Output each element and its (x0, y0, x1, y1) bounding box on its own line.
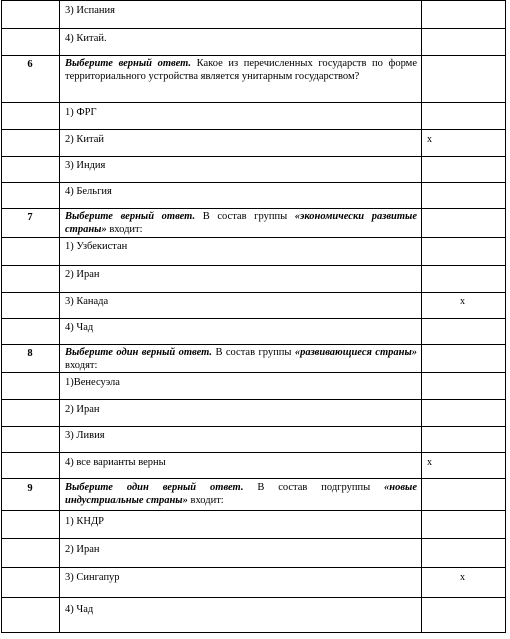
answer-option: 4) Бельгия (65, 186, 112, 197)
row-divider (1, 129, 506, 130)
answer-option: 4) Чад (65, 604, 94, 615)
answer-option: 3) Сингапур (65, 572, 120, 583)
answer-option: 4) все варианты верны (65, 457, 166, 468)
answer-option: 1)Венесуэла (65, 377, 120, 388)
column-divider (421, 0, 422, 632)
row-divider (1, 55, 506, 56)
row-divider (1, 597, 506, 598)
row-divider (1, 478, 506, 479)
answer-option: 3) Ливия (65, 430, 105, 441)
question-number: 9 (27, 483, 33, 494)
row-divider (1, 102, 506, 103)
row-divider (1, 156, 506, 157)
row-divider (1, 567, 506, 568)
row-divider (1, 452, 506, 453)
question-quote: «развивающиеся страны» (294, 347, 418, 358)
question-quote: «новые индустриальные страны» (65, 482, 417, 506)
question-lead: Выберите верный ответ. (65, 58, 192, 69)
answer-mark: х (427, 457, 432, 468)
answer-mark: х (427, 134, 432, 145)
answer-option: 1) КНДР (65, 516, 104, 527)
question-text (65, 211, 417, 236)
answer-option: 3) Индия (65, 160, 106, 171)
column-divider (59, 0, 60, 632)
row-divider (1, 208, 506, 209)
table-border (1, 632, 506, 633)
answer-mark: х (460, 296, 465, 307)
question-lead: Выберите один верный ответ. (65, 347, 213, 358)
answer-mark: х (460, 572, 465, 583)
row-divider (1, 344, 506, 345)
row-divider (1, 318, 506, 319)
question-number: 6 (27, 59, 33, 70)
row-divider (1, 538, 506, 539)
answer-option: 2) Китай (65, 134, 104, 145)
row-divider (1, 28, 506, 29)
row-divider (1, 372, 506, 373)
table-border (505, 0, 506, 632)
question-body: входят: (65, 359, 98, 371)
answer-option: 1) Узбекистан (65, 241, 128, 252)
question-number: 7 (27, 212, 33, 223)
answer-option: 2) Иран (65, 544, 100, 555)
answer-option: 4) Китай. (65, 33, 107, 44)
answer-option: 3) Испания (65, 5, 115, 16)
question-lead: Выберите верный ответ. (65, 211, 196, 222)
row-divider (1, 292, 506, 293)
question-body: Какое из перечисленных государств по форме территориального устройства является унитарным государством? (65, 58, 417, 82)
question-text (65, 58, 417, 83)
question-lead: Выберите один верный ответ. (65, 482, 244, 493)
table-border (1, 0, 506, 1)
table-border (1, 0, 2, 632)
answer-option: 3) Канада (65, 296, 109, 307)
answer-option: 1) ФРГ (65, 107, 97, 118)
row-divider (1, 182, 506, 183)
answer-option: 2) Иран (65, 404, 100, 415)
question-body: входит: (187, 494, 224, 506)
row-divider (1, 426, 506, 427)
question-body: входит: (106, 223, 143, 235)
question-body: В состав подгруппы (243, 482, 385, 493)
question-quote: «экономически развитые страны» (65, 211, 417, 235)
answer-option: 2) Иран (65, 269, 100, 280)
question-text (65, 482, 417, 507)
question-body: В состав группы (212, 347, 295, 358)
question-body: В состав группы (195, 211, 295, 222)
row-divider (1, 399, 506, 400)
row-divider (1, 265, 506, 266)
row-divider (1, 237, 506, 238)
question-number: 8 (27, 348, 33, 359)
row-divider (1, 510, 506, 511)
answer-option: 4) Чад (65, 322, 94, 333)
question-text (65, 347, 417, 372)
